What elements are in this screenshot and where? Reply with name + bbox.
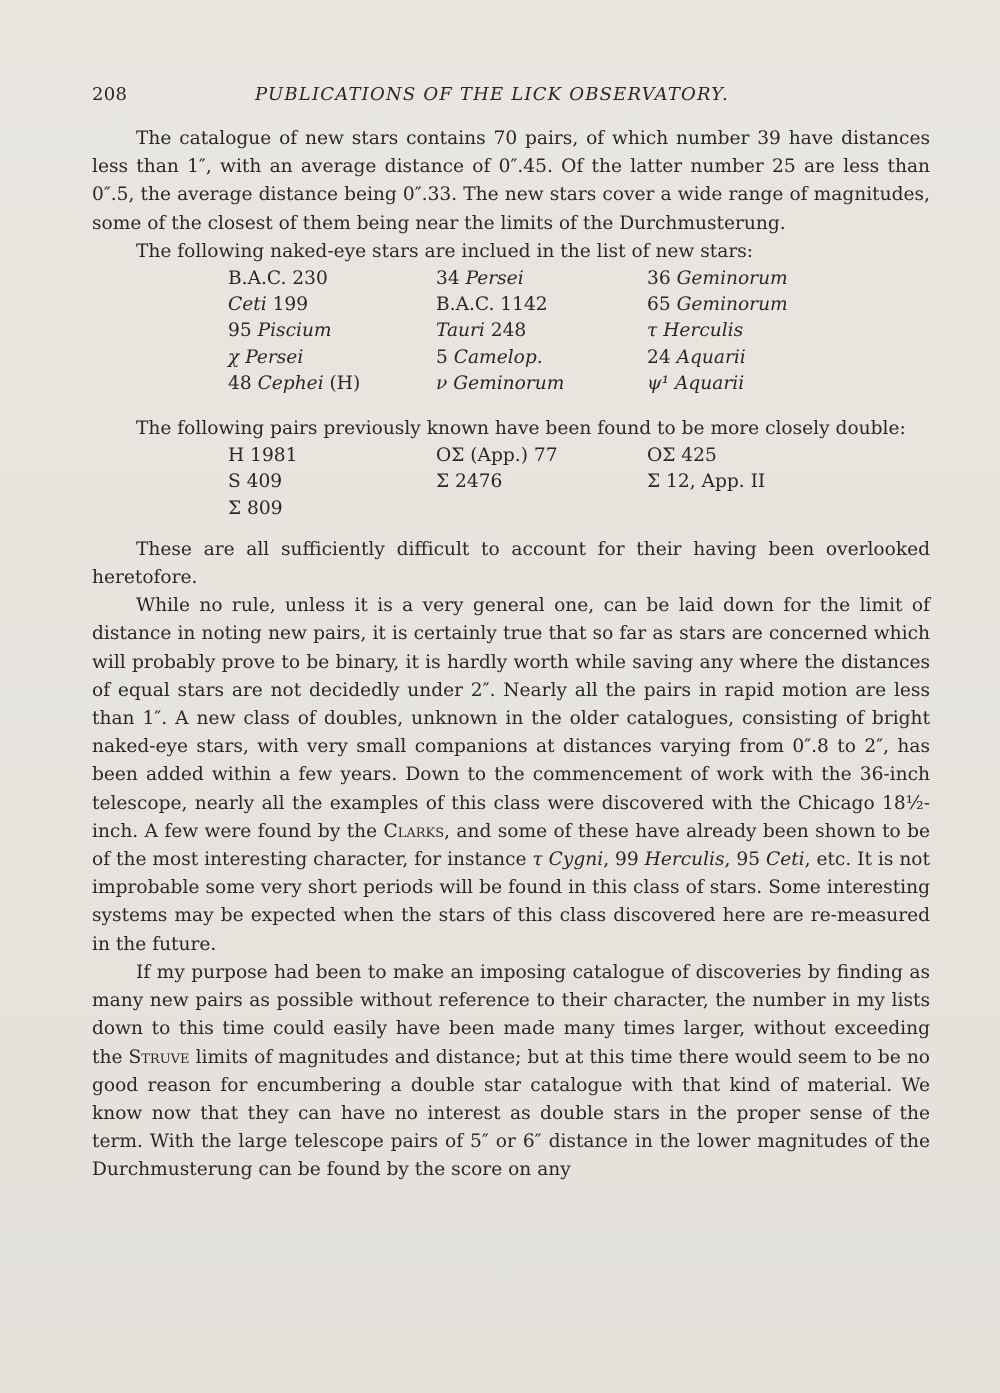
paragraph-new-stars-summary: The catalogue of new stars contains 70 pairs, of which number 39 have distances less than 1″, with an average distance of 0″.45. Of the latter number 25 are less than 0″.5, the average distance being 0″.33. The new stars cover a wide range of magnitudes, some of the closest of them being near the limits of the Durchmusterung. bbox=[92, 128, 930, 234]
naked-eye-stars-table bbox=[228, 266, 930, 397]
star-entry: 65 Geminorum bbox=[647, 294, 788, 316]
star-entry: Ceti 199 bbox=[228, 294, 309, 316]
star-entry: B.A.C. 230 bbox=[228, 268, 328, 290]
known-pairs-table bbox=[228, 443, 930, 522]
running-title: PUBLICATIONS OF THE LICK OBSERVATORY. bbox=[255, 84, 729, 105]
pair-entry: OΣ 425 bbox=[647, 445, 717, 467]
star-entry: 36 Geminorum bbox=[647, 268, 788, 290]
paragraph-distance-limit: While no rule, unless it is a very general one, can be laid down for the limit of distance in noting new pairs, it is certainly true that so far as stars are concerned which will probably prove to be binary, it is hardly worth while saving any where the distances of equal stars are not decidedly under 2″. Nearly all the pairs in rapid motion are less than 1″. A new class of doubles, unknown in the older catalogues, consisting of bright naked-eye stars, with very small companions at distances varying from 0″.8 to 2″, has been added within a few years. Down to the commencement of work with the 36-inch telescope, nearly all the examples of this class were discovered with the Chicago 18½-inch. A few were found by the Clarks, and some of these have already been shown to be of the most interesting character, for instance τ Cygni, 99 Herculis, 95 Ceti, etc. It is not improbable some very short periods will be found in this class of stars. Some interesting systems may be expected when the stars of this class discovered here are re-measured in the future. bbox=[92, 595, 931, 955]
paragraph-overlooked: These are all sufficiently difficult to account for their having been overlooked heretofore. bbox=[92, 538, 930, 589]
pair-entry: H 1981 bbox=[228, 445, 298, 467]
pair-entry: Σ 2476 bbox=[436, 471, 503, 493]
pair-entry: OΣ (App.) 77 bbox=[436, 445, 558, 467]
pair-entry bbox=[647, 496, 947, 522]
pair-entry: Σ 12, App. II bbox=[647, 471, 766, 493]
star-entry: 34 Persei bbox=[436, 268, 524, 290]
star-entry: 95 Piscium bbox=[228, 320, 332, 342]
paragraph-catalogue-purpose: If my purpose had been to make an imposing catalogue of discoveries by finding as many new pairs as possible without reference to their character, the number in my lists down to this time could easily have been made many times larger, without exceeding the Struve limits of magnitudes and distance; but at this time there would seem to be no good reason for encumbering a double star catalogue with that kind of material. We know now that they can have no interest as double stars in the proper sense of the term. With the large telescope pairs of 5″ or 6″ distance in the lower magnitudes of the Durchmusterung can be found by the score on any bbox=[92, 961, 930, 1181]
star-entry: 5 Camelop. bbox=[436, 346, 543, 368]
page-number: 208 bbox=[92, 84, 128, 105]
star-entry: 48 Cephei (H) bbox=[228, 372, 361, 394]
star-entry: ν Geminorum bbox=[436, 372, 565, 394]
pair-entry bbox=[436, 496, 647, 522]
star-entry: τ Herculis bbox=[647, 320, 744, 342]
star-entry: ψ¹ Aquarii bbox=[647, 372, 745, 394]
star-entry: 24 Aquarii bbox=[647, 346, 746, 368]
paragraph-naked-eye-intro: The following naked-eye stars are inclued in the list of new stars: bbox=[136, 240, 754, 262]
pair-entry: S 409 bbox=[228, 471, 283, 493]
paragraph-known-pairs-intro: The following pairs previously known have been found to be more closely double: bbox=[136, 418, 906, 440]
star-entry: B.A.C. 1142 bbox=[436, 294, 548, 316]
star-entry: χ Persei bbox=[228, 346, 304, 368]
star-entry: Tauri 248 bbox=[436, 320, 527, 342]
pair-entry: Σ 809 bbox=[228, 497, 283, 519]
page-body bbox=[92, 125, 930, 1185]
